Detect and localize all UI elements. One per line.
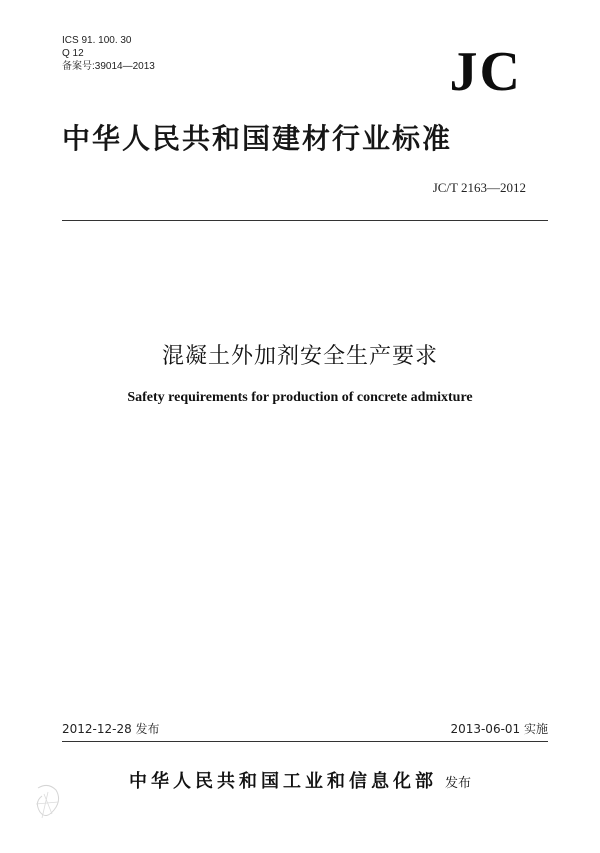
issuer-suffix: 发布	[444, 776, 471, 791]
standard-category-title: 中华人民共和国建材行业标准	[62, 122, 453, 155]
issue-date: 2012-12-28 发布	[62, 722, 160, 736]
top-divider	[62, 220, 548, 221]
document-title-chinese: 混凝土外加剂安全生产要求	[161, 344, 438, 369]
implementation-date: 2013-06-01 实施	[450, 722, 548, 736]
filing-number: 备案号:39014—2013	[62, 61, 155, 72]
issuer-name: 中华人民共和国工业和信息化部	[128, 771, 437, 792]
issuing-authority	[0, 767, 600, 793]
standard-number: JC/T 2163—2012	[432, 180, 526, 195]
ccs-code: Q 12	[62, 48, 84, 59]
faint-stamp-mark	[28, 780, 68, 830]
jc-logo: JC	[449, 41, 522, 103]
bottom-divider	[62, 741, 548, 742]
classification-block	[62, 34, 155, 73]
ics-code: ICS 91. 100. 30	[62, 35, 132, 46]
document-title-english: Safety requirements for production of concrete admixture	[127, 390, 473, 405]
